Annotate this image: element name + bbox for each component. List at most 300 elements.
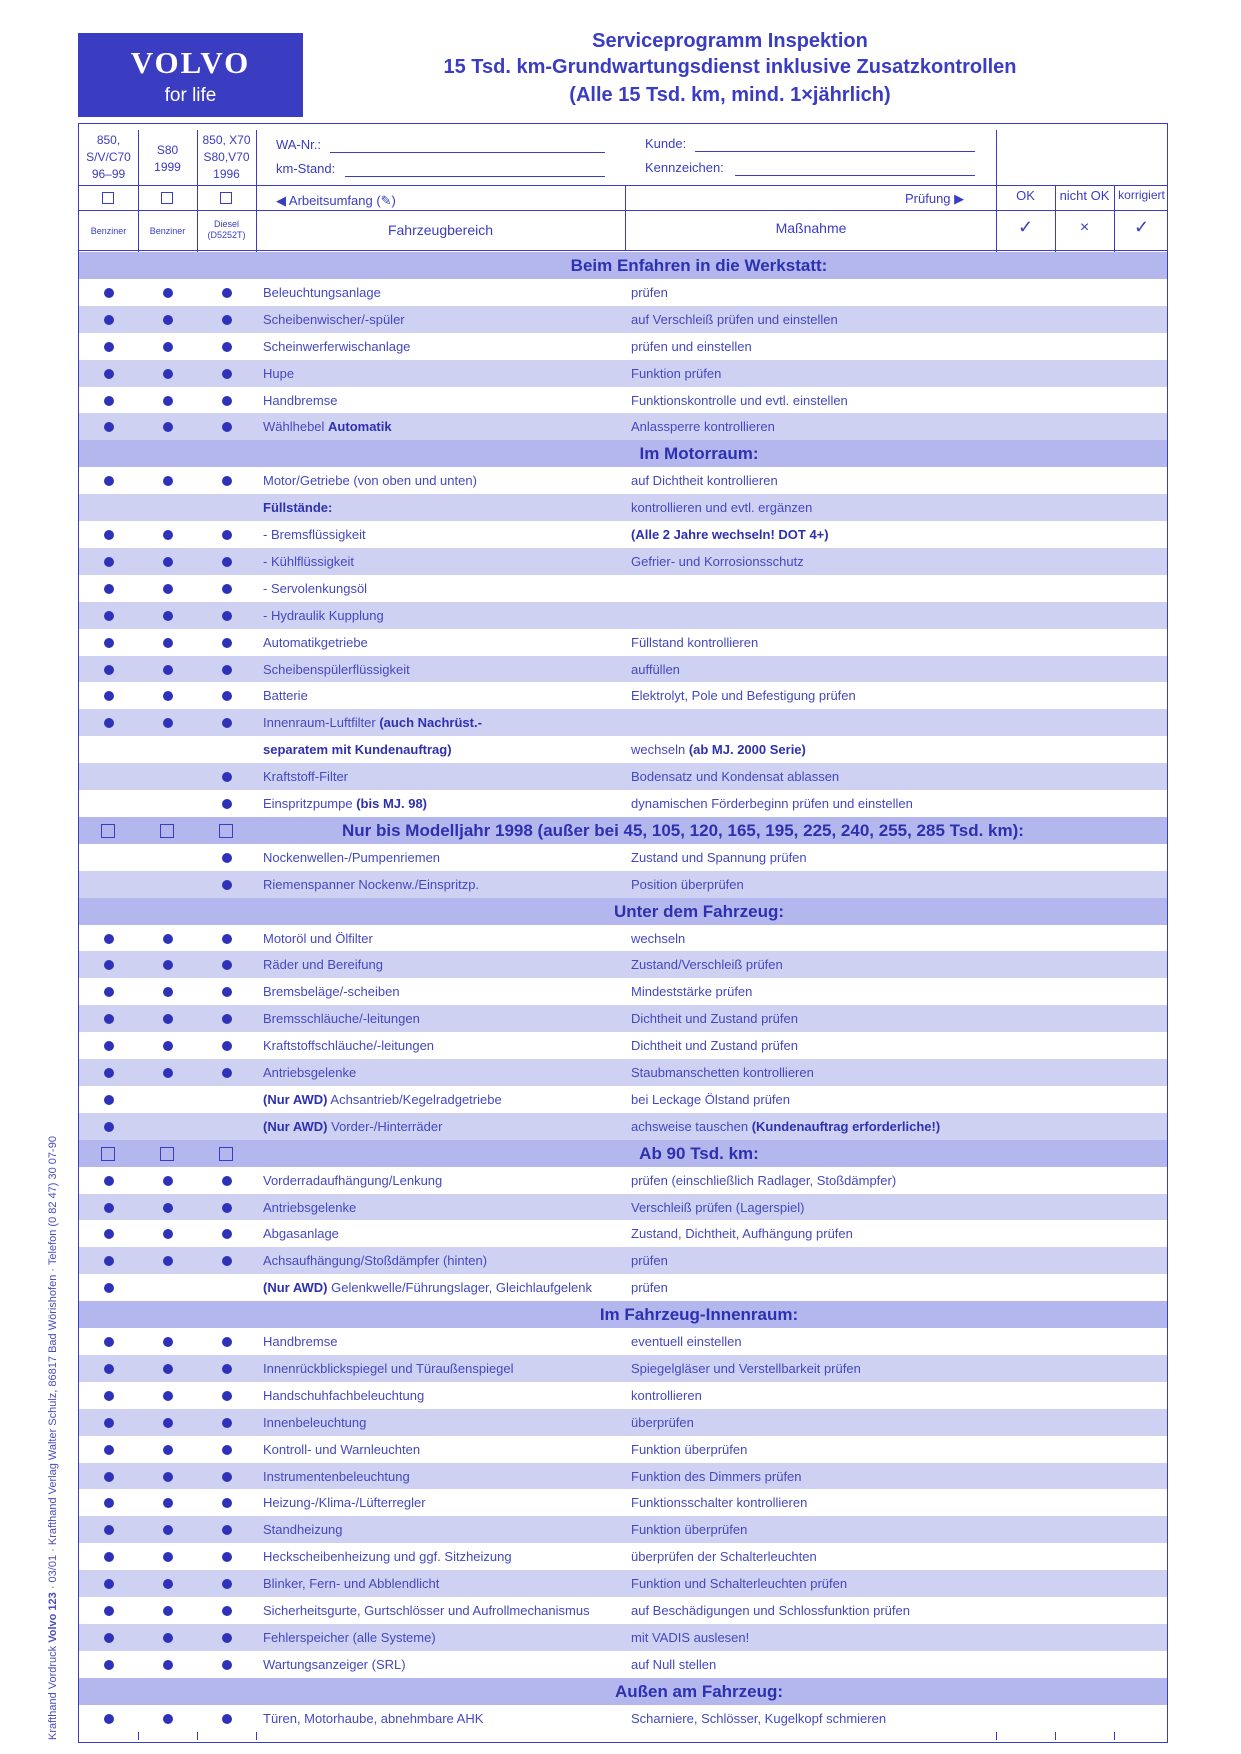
- table-row: [79, 306, 1167, 333]
- massnahme-cell: auf Null stellen: [631, 1656, 717, 1672]
- table-row: [79, 978, 1167, 1005]
- section-header: [79, 817, 1167, 844]
- applies-dot-icon: [222, 853, 232, 863]
- kennzeichen-label: Kennzeichen:: [645, 160, 724, 175]
- table-row: [79, 1005, 1167, 1032]
- applies-dot-icon: [163, 665, 173, 675]
- applies-dot-icon: [163, 1014, 173, 1024]
- applies-dot-icon: [104, 476, 114, 486]
- fahrzeugbereich-cell: Nockenwellen-/Pumpenriemen: [263, 849, 441, 865]
- applies-dot-icon: [104, 934, 114, 944]
- massnahme-cell: Bodensatz und Kondensat ablassen: [631, 769, 840, 785]
- table-row: [79, 1274, 1167, 1301]
- section-header: [79, 1140, 1167, 1167]
- applies-dot-icon: [222, 1498, 232, 1508]
- fahrzeugbereich-cell: Scheinwerferwischanlage: [263, 338, 411, 354]
- applies-dot-icon: [222, 1176, 232, 1186]
- wa-nr-field[interactable]: [330, 152, 605, 153]
- table-row: [79, 1409, 1167, 1436]
- fahrzeugbereich-cell: Standheizung: [263, 1522, 343, 1538]
- applies-dot-icon: [222, 557, 232, 567]
- fahrzeugbereich-cell: - Bremsflüssigkeit: [263, 527, 366, 542]
- fahrzeugbereich-cell: Handbremse: [263, 1334, 338, 1349]
- applies-dot-icon: [163, 1364, 173, 1374]
- fahrzeugbereich-cell: (Nur AWD) Vorder-/Hinterräder: [263, 1118, 443, 1134]
- fahrzeugbereich-cell: Handbremse: [263, 392, 338, 408]
- table-row: [79, 1463, 1167, 1490]
- massnahme-cell: Dichtheit und Zustand prüfen: [631, 1011, 798, 1027]
- page-interval: (Alle 15 Tsd. km, mind. 1×jährlich): [569, 84, 891, 106]
- fahrzeugbereich-cell: Räder und Bereifung: [263, 957, 383, 973]
- fahrzeugbereich-cell: separatem mit Kundenauftrag): [263, 742, 452, 758]
- table-row: [79, 709, 1167, 736]
- applies-dot-icon: [222, 611, 232, 621]
- logo-tagline: for life: [164, 85, 217, 106]
- applies-dot-icon: [163, 691, 173, 701]
- massnahme-cell: prüfen und einstellen: [631, 338, 752, 354]
- table-row: [79, 790, 1167, 817]
- applies-dot-icon: [222, 584, 232, 594]
- table-row: [79, 494, 1167, 521]
- table-row: [79, 844, 1167, 871]
- massnahme-cell: Funktionsschalter kontrollieren: [631, 1495, 808, 1511]
- fahrzeugbereich-cell: (Nur AWD) Gelenkwelle/Führungslager, Gleichlaufgelenk: [263, 1280, 593, 1296]
- applies-dot-icon: [104, 288, 114, 298]
- table-row: [79, 548, 1167, 575]
- massnahme-cell: prüfen: [631, 1253, 668, 1269]
- massnahme-cell: überprüfen der Schalterleuchten: [631, 1549, 817, 1565]
- applies-dot-icon: [222, 422, 232, 432]
- section-checkbox[interactable]: [160, 1147, 174, 1161]
- table-row: [79, 1543, 1167, 1570]
- applies-dot-icon: [222, 1068, 232, 1078]
- table-row: [79, 1570, 1167, 1597]
- applies-dot-icon: [163, 1256, 173, 1266]
- fahrzeugbereich-cell: Antriebsgelenke: [263, 1065, 357, 1080]
- massnahme-cell: prüfen: [631, 284, 668, 300]
- applies-dot-icon: [104, 1579, 114, 1589]
- applies-dot-icon: [163, 1068, 173, 1078]
- fahrzeugbereich-cell: Handschuhfachbeleuchtung: [263, 1387, 425, 1403]
- applies-dot-icon: [222, 799, 232, 809]
- applies-dot-icon: [163, 718, 173, 728]
- section-header: [79, 440, 1167, 467]
- massnahme-cell: Staubmanschetten kontrollieren: [631, 1065, 814, 1080]
- section-header: [79, 252, 1167, 279]
- table-row: [79, 279, 1167, 306]
- applies-dot-icon: [163, 1498, 173, 1508]
- applies-dot-icon: [163, 315, 173, 325]
- applies-dot-icon: [104, 584, 114, 594]
- massnahme-cell: wechseln (ab MJ. 2000 Serie): [631, 742, 806, 758]
- applies-dot-icon: [222, 288, 232, 298]
- table-row: [79, 1194, 1167, 1221]
- section-title: Im Fahrzeug-Innenraum:: [599, 1305, 799, 1325]
- fahrzeugbereich-cell: Motoröl und Ölfilter: [263, 930, 373, 946]
- applies-dot-icon: [163, 422, 173, 432]
- applies-dot-icon: [163, 1041, 173, 1051]
- fahrzeugbereich-cell: Kraftstoffschläuche/-leitungen: [263, 1038, 435, 1054]
- table-row: [79, 467, 1167, 494]
- applies-dot-icon: [104, 638, 114, 648]
- applies-dot-icon: [163, 1445, 173, 1455]
- applies-dot-icon: [163, 1176, 173, 1186]
- applies-dot-icon: [163, 611, 173, 621]
- table-row: [79, 521, 1167, 548]
- table-row: [79, 871, 1167, 898]
- massnahme-cell: Position überprüfen: [631, 876, 744, 892]
- massnahme-cell: überprüfen: [631, 1414, 694, 1430]
- applies-dot-icon: [104, 1391, 114, 1401]
- fahrzeugbereich-cell: Kraftstoff-Filter: [263, 769, 349, 785]
- applies-dot-icon: [163, 396, 173, 406]
- nicht-ok-cross-icon: ×: [1079, 219, 1090, 236]
- massnahme-cell: Elektrolyt, Pole und Befestigung prüfen: [631, 688, 856, 704]
- applies-dot-icon: [222, 691, 232, 701]
- kunde-label: Kunde:: [645, 136, 687, 151]
- applies-dot-icon: [222, 638, 232, 648]
- applies-dot-icon: [222, 1203, 232, 1213]
- model-1-checkbox[interactable]: [102, 192, 114, 204]
- applies-dot-icon: [222, 1714, 232, 1724]
- applies-dot-icon: [222, 1579, 232, 1589]
- massnahme-cell: Funktion prüfen: [631, 365, 722, 381]
- table-row: [79, 763, 1167, 790]
- table-row: [79, 736, 1167, 763]
- applies-dot-icon: [163, 1472, 173, 1482]
- applies-dot-icon: [104, 1552, 114, 1562]
- table-row: [79, 656, 1167, 683]
- table-row: [79, 575, 1167, 602]
- fahrzeugbereich-cell: Scheibenspülerflüssigkeit: [263, 661, 410, 677]
- korrigiert-check-icon: ✓: [1133, 217, 1150, 237]
- applies-dot-icon: [104, 665, 114, 675]
- applies-dot-icon: [222, 1606, 232, 1616]
- applies-dot-icon: [222, 987, 232, 997]
- applies-dot-icon: [222, 1445, 232, 1455]
- applies-dot-icon: [104, 960, 114, 970]
- applies-dot-icon: [104, 611, 114, 621]
- applies-dot-icon: [222, 665, 232, 675]
- applies-dot-icon: [222, 1552, 232, 1562]
- table-row: [79, 1059, 1167, 1086]
- applies-dot-icon: [104, 1176, 114, 1186]
- fuel-col-2: Benziner: [149, 226, 186, 236]
- applies-dot-icon: [222, 1391, 232, 1401]
- applies-dot-icon: [104, 1337, 114, 1347]
- fahrzeugbereich-cell: Riemenspanner Nockenw./Einspritzp.: [263, 876, 480, 892]
- applies-dot-icon: [104, 315, 114, 325]
- section-title: Unter dem Fahrzeug:: [613, 901, 785, 921]
- applies-dot-icon: [104, 1364, 114, 1374]
- massnahme-cell: Anlassperre kontrollieren: [631, 419, 775, 435]
- fahrzeugbereich-cell: Innenraum-Luftfilter (auch Nachrüst.-: [263, 715, 482, 731]
- fahrzeugbereich-cell: - Servolenkungsöl: [263, 580, 368, 596]
- applies-dot-icon: [104, 1229, 114, 1239]
- applies-dot-icon: [163, 342, 173, 352]
- section-title: Im Motorraum:: [639, 444, 759, 464]
- applies-dot-icon: [222, 960, 232, 970]
- applies-dot-icon: [222, 1014, 232, 1024]
- massnahme-cell: Mindeststärke prüfen: [631, 984, 753, 1000]
- applies-dot-icon: [104, 1660, 114, 1670]
- massnahme-cell: kontrollieren und evtl. ergänzen: [631, 500, 813, 516]
- applies-dot-icon: [163, 584, 173, 594]
- massnahme-cell: Funktion überprüfen: [631, 1441, 748, 1457]
- table-row: [79, 1516, 1167, 1543]
- fahrzeugbereich-cell: Achsaufhängung/Stoßdämpfer (hinten): [263, 1253, 488, 1269]
- page-title: Serviceprogramm Inspektion: [592, 30, 868, 52]
- applies-dot-icon: [104, 1256, 114, 1266]
- applies-dot-icon: [163, 1633, 173, 1643]
- table-row: [79, 413, 1167, 440]
- applies-dot-icon: [163, 1391, 173, 1401]
- applies-dot-icon: [222, 1364, 232, 1374]
- applies-dot-icon: [222, 315, 232, 325]
- applies-dot-icon: [104, 1606, 114, 1616]
- applies-dot-icon: [163, 1229, 173, 1239]
- arbeitsumfang-label: ◀ Arbeitsumfang (✎): [276, 193, 396, 208]
- fahrzeugbereich-cell: Sicherheitsgurte, Gurtschlösser und Aufrollmechanismus: [263, 1603, 590, 1618]
- applies-dot-icon: [104, 1445, 114, 1455]
- fuel-col-3: Diesel (D5252T): [207, 219, 246, 240]
- massnahme-cell: auf Verschleiß prüfen und einstellen: [631, 311, 838, 327]
- applies-dot-icon: [163, 1606, 173, 1616]
- applies-dot-icon: [104, 1122, 114, 1132]
- kunde-field[interactable]: [695, 151, 975, 152]
- page-subtitle: 15 Tsd. km-Grundwartungsdienst inklusive Zusatzkontrollen: [443, 56, 1017, 78]
- fahrzeugbereich-cell: Batterie: [263, 688, 308, 704]
- applies-dot-icon: [104, 1203, 114, 1213]
- section-title: Nur bis Modelljahr 1998 (außer bei 45, 105, 120, 165, 195, 225, 240, 255, 285 Tsd. km):: [342, 820, 1024, 840]
- massnahme-cell: auf Beschädigungen und Schlossfunktion prüfen: [631, 1603, 910, 1618]
- massnahme-cell: Zustand und Spannung prüfen: [631, 849, 807, 865]
- fahrzeugbereich-cell: - Kühlflüssigkeit: [263, 553, 355, 569]
- section-checkbox[interactable]: [101, 1147, 115, 1161]
- massnahme-cell: eventuell einstellen: [631, 1334, 742, 1349]
- section-header: [79, 1301, 1167, 1328]
- applies-dot-icon: [222, 369, 232, 379]
- massnahme-cell: wechseln: [631, 930, 686, 946]
- fahrzeugbereich-cell: Heizung-/Klima-/Lüfterregler: [263, 1495, 426, 1511]
- section-header: [79, 898, 1167, 925]
- table-row: [79, 1489, 1167, 1516]
- section-checkbox[interactable]: [219, 824, 233, 838]
- model-2-checkbox[interactable]: [161, 192, 173, 204]
- massnahme-cell: Zustand/Verschleiß prüfen: [631, 957, 783, 973]
- fahrzeugbereich-header: Fahrzeugbereich: [387, 222, 494, 238]
- fahrzeugbereich-cell: - Hydraulik Kupplung: [263, 607, 384, 623]
- applies-dot-icon: [222, 772, 232, 782]
- nicht-ok-header: nicht OK: [1059, 188, 1110, 203]
- fahrzeugbereich-cell: Fehlerspeicher (alle Systeme): [263, 1629, 436, 1645]
- applies-dot-icon: [163, 1418, 173, 1428]
- applies-dot-icon: [222, 1229, 232, 1239]
- table-row: [79, 1624, 1167, 1651]
- applies-dot-icon: [104, 1418, 114, 1428]
- imprint-text: Krafthand Vordruck Volvo 123 · 03/01 · Krafthand Verlag Walter Schulz, 86817 Bad Wörishofen · Telefon (0 82 47) 30 07-90: [47, 1136, 59, 1740]
- massnahme-cell: Funktion und Schalterleuchten prüfen: [631, 1576, 848, 1592]
- massnahme-cell: Verschleiß prüfen (Lagerspiel): [631, 1199, 805, 1215]
- applies-dot-icon: [163, 1552, 173, 1562]
- applies-dot-icon: [104, 1714, 114, 1724]
- table-row: [79, 1597, 1167, 1624]
- fahrzeugbereich-cell: Türen, Motorhaube, abnehmbare AHK: [263, 1710, 484, 1726]
- model-col-1: 850, S/V/C70 96–99: [86, 133, 131, 181]
- section-checkbox[interactable]: [219, 1147, 233, 1161]
- table-row: [79, 387, 1167, 414]
- applies-dot-icon: [104, 1014, 114, 1024]
- applies-dot-icon: [222, 342, 232, 352]
- section-title: Beim Enfahren in die Werkstatt:: [570, 256, 828, 275]
- massnahme-cell: Funktion überprüfen: [631, 1522, 748, 1538]
- applies-dot-icon: [104, 342, 114, 352]
- applies-dot-icon: [104, 1472, 114, 1482]
- applies-dot-icon: [163, 1525, 173, 1535]
- massnahme-cell: kontrollieren: [631, 1387, 702, 1403]
- applies-dot-icon: [104, 1525, 114, 1535]
- table-row: [79, 1382, 1167, 1409]
- model-3-checkbox[interactable]: [220, 192, 232, 204]
- massnahme-cell: Scharniere, Schlösser, Kugelkopf schmieren: [631, 1710, 887, 1726]
- fahrzeugbereich-cell: (Nur AWD) Achsantrieb/Kegelradgetriebe: [263, 1091, 502, 1107]
- section-checkbox[interactable]: [101, 824, 115, 838]
- massnahme-cell: Füllstand kontrollieren: [631, 634, 759, 650]
- section-title: Außen am Fahrzeug:: [614, 1681, 784, 1701]
- fuel-col-1: Benziner: [90, 226, 127, 236]
- massnahme-cell: prüfen: [631, 1280, 668, 1296]
- fahrzeugbereich-cell: Blinker, Fern- und Abblendlicht: [263, 1576, 440, 1592]
- massnahme-cell: (Alle 2 Jahre wechseln! DOT 4+): [631, 527, 829, 542]
- massnahme-header: Maßnahme: [775, 220, 847, 236]
- applies-dot-icon: [222, 1256, 232, 1266]
- km-stand-field[interactable]: [345, 176, 605, 177]
- fahrzeugbereich-cell: Kontroll- und Warnleuchten: [263, 1441, 421, 1457]
- wa-nr-label: WA-Nr.:: [276, 137, 322, 152]
- ok-check-icon: ✓: [1017, 217, 1034, 237]
- applies-dot-icon: [163, 1337, 173, 1347]
- fahrzeugbereich-cell: Beleuchtungsanlage: [263, 284, 381, 300]
- applies-dot-icon: [222, 396, 232, 406]
- fahrzeugbereich-cell: Innenrückblickspiegel und Türaußenspiegel: [263, 1360, 514, 1376]
- ok-header: OK: [1016, 188, 1035, 203]
- massnahme-cell: Funktion des Dimmers prüfen: [631, 1468, 802, 1484]
- fahrzeugbereich-cell: Füllstände:: [263, 500, 333, 516]
- massnahme-cell: Zustand, Dichtheit, Aufhängung prüfen: [631, 1226, 853, 1242]
- section-checkbox[interactable]: [160, 824, 174, 838]
- fahrzeugbereich-cell: Innenbeleuchtung: [263, 1414, 367, 1430]
- table-row: [79, 1651, 1167, 1678]
- massnahme-cell: Gefrier- und Korrosionsschutz: [631, 553, 804, 569]
- applies-dot-icon: [104, 530, 114, 540]
- fahrzeugbereich-cell: Vorderradaufhängung/Lenkung: [263, 1172, 443, 1188]
- volvo-logo: [78, 33, 303, 117]
- fahrzeugbereich-cell: Bremsbeläge/-scheiben: [263, 984, 400, 1000]
- applies-dot-icon: [104, 1068, 114, 1078]
- table-row: [79, 629, 1167, 656]
- massnahme-cell: Spiegelgläser und Verstellbarkeit prüfen: [631, 1360, 861, 1376]
- model-col-3: 850, X70 S80,V70 1996: [202, 133, 251, 181]
- applies-dot-icon: [222, 1041, 232, 1051]
- applies-dot-icon: [104, 1095, 114, 1105]
- massnahme-cell: bei Leckage Ölstand prüfen: [631, 1091, 790, 1107]
- table-row: [79, 925, 1167, 952]
- table-row: [79, 1247, 1167, 1274]
- table-row: [79, 682, 1167, 709]
- kennzeichen-field[interactable]: [735, 175, 975, 176]
- table-row: [79, 951, 1167, 978]
- applies-dot-icon: [222, 718, 232, 728]
- applies-dot-icon: [163, 1203, 173, 1213]
- table-row: [79, 1220, 1167, 1247]
- applies-dot-icon: [163, 557, 173, 567]
- applies-dot-icon: [222, 1472, 232, 1482]
- table-row: [79, 1086, 1167, 1113]
- massnahme-cell: Dichtheit und Zustand prüfen: [631, 1038, 798, 1054]
- applies-dot-icon: [163, 1714, 173, 1724]
- fahrzeugbereich-cell: Heckscheibenheizung und ggf. Sitzheizung: [263, 1549, 512, 1565]
- applies-dot-icon: [222, 1660, 232, 1670]
- applies-dot-icon: [163, 1660, 173, 1670]
- table-row: [79, 333, 1167, 360]
- massnahme-cell: Funktionskontrolle und evtl. einstellen: [631, 392, 848, 408]
- applies-dot-icon: [104, 369, 114, 379]
- massnahme-cell: dynamischen Förderbeginn prüfen und einstellen: [631, 796, 913, 811]
- massnahme-cell: auffüllen: [631, 661, 680, 677]
- applies-dot-icon: [104, 718, 114, 728]
- applies-dot-icon: [104, 1283, 114, 1293]
- fahrzeugbereich-cell: Einspritzpumpe (bis MJ. 98): [263, 796, 428, 811]
- table-row: [79, 1355, 1167, 1382]
- massnahme-cell: auf Dichtheit kontrollieren: [631, 473, 778, 489]
- section-title: Ab 90 Tsd. km:: [639, 1143, 759, 1163]
- table-row: [79, 1113, 1167, 1140]
- applies-dot-icon: [104, 1498, 114, 1508]
- applies-dot-icon: [222, 1633, 232, 1643]
- applies-dot-icon: [222, 1337, 232, 1347]
- applies-dot-icon: [163, 369, 173, 379]
- applies-dot-icon: [163, 987, 173, 997]
- pruefung-label: Prüfung ▶: [905, 191, 965, 206]
- fahrzeugbereich-cell: Bremsschläuche/-leitungen: [263, 1011, 420, 1027]
- fahrzeugbereich-cell: Instrumentenbeleuchtung: [263, 1468, 410, 1484]
- fahrzeugbereich-cell: Scheibenwischer/-spüler: [263, 311, 405, 327]
- applies-dot-icon: [222, 1418, 232, 1428]
- fahrzeugbereich-cell: Hupe: [263, 365, 295, 381]
- applies-dot-icon: [163, 476, 173, 486]
- table-row: [79, 1032, 1167, 1059]
- fahrzeugbereich-cell: Wartungsanzeiger (SRL): [263, 1656, 406, 1672]
- applies-dot-icon: [104, 396, 114, 406]
- applies-dot-icon: [222, 1525, 232, 1535]
- korrigiert-header: korrigiert: [1118, 188, 1165, 202]
- applies-dot-icon: [104, 1041, 114, 1051]
- section-header: [79, 1678, 1167, 1705]
- applies-dot-icon: [104, 422, 114, 432]
- applies-dot-icon: [222, 530, 232, 540]
- table-row: [79, 1705, 1167, 1732]
- applies-dot-icon: [222, 476, 232, 486]
- massnahme-cell: prüfen (einschließlich Radlager, Stoßdämpfer): [631, 1172, 897, 1188]
- fahrzeugbereich-cell: Motor/Getriebe (von oben und unten): [263, 473, 477, 489]
- applies-dot-icon: [163, 288, 173, 298]
- applies-dot-icon: [163, 960, 173, 970]
- fahrzeugbereich-cell: Wählhebel Automatik: [263, 419, 392, 435]
- applies-dot-icon: [163, 638, 173, 648]
- applies-dot-icon: [163, 1579, 173, 1589]
- table-row: [79, 360, 1167, 387]
- fahrzeugbereich-cell: Automatikgetriebe: [263, 634, 368, 650]
